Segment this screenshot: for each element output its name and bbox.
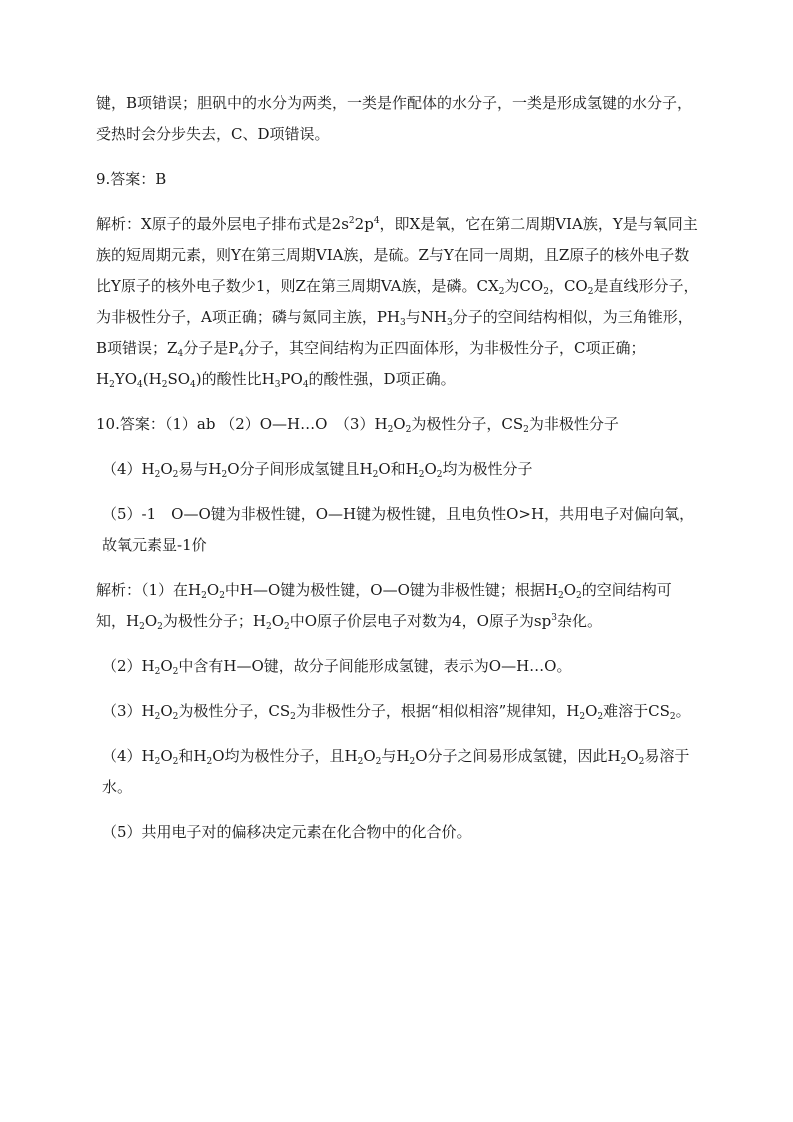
- subscript: 2: [154, 712, 161, 722]
- subscript: 4: [177, 349, 184, 359]
- subscript: 2: [387, 425, 394, 435]
- text: 易与H: [178, 460, 222, 478]
- subscript: 2: [154, 470, 161, 480]
- text: 为CO: [504, 277, 544, 295]
- subscript: 2: [436, 470, 443, 480]
- text: ，即X是氧，它在第二周期VIA族，Y是与氧同主族的短周期元素，则Y在第三周期VIA族，是硫。Z与Y在同一周期，且Z原子的核外电子数比Y原子的核外电子数少1，则Z在第三周期VA族，是磷。CX: [96, 215, 698, 295]
- text: （2）H: [102, 657, 155, 675]
- text: O分子之间易形成氢键，因此H: [415, 747, 621, 765]
- text: YO: [114, 370, 138, 388]
- subscript: 4: [190, 380, 196, 390]
- subscript: 4: [238, 349, 245, 359]
- subscript: 3: [400, 318, 406, 328]
- text: 的空间结构可知，H: [96, 581, 672, 630]
- text: 中含有H—O键，故分子间能形成氢键，表示为O—H…O。: [178, 657, 572, 675]
- text: O: [160, 702, 173, 720]
- q10-analysis-part2: [96, 651, 700, 682]
- q10-answer-part4: [96, 454, 700, 485]
- text: O: [206, 581, 220, 599]
- text: SO: [167, 370, 191, 388]
- text: ，CO: [548, 277, 588, 295]
- subscript: 2: [201, 591, 207, 601]
- q10-analysis-part4: [96, 741, 700, 803]
- subscript: 2: [523, 425, 529, 435]
- subscript: 2: [284, 622, 290, 632]
- text: O和H: [378, 460, 419, 478]
- subscript: 2: [357, 757, 364, 767]
- subscript: 2: [161, 380, 168, 390]
- text: O: [626, 747, 639, 765]
- subscript: 2: [157, 622, 163, 632]
- q10-answer-part5: （5）-1 O—O键为非极性键，O—H键为极性键，且电负性O>H，共用电子对偏向氧，故氧元素显-1价: [102, 505, 695, 554]
- subscript: 2: [290, 712, 296, 722]
- subscript: 2: [172, 667, 179, 677]
- subscript: 2: [597, 712, 604, 722]
- superscript: 4: [373, 216, 380, 226]
- text: 解析：X原子的最外层电子排布式是2s: [96, 215, 349, 233]
- subscript: 2: [498, 287, 505, 297]
- subscript: 4: [302, 380, 309, 390]
- subscript: 2: [154, 667, 161, 677]
- text: 与NH: [405, 308, 447, 326]
- text: O: [160, 460, 173, 478]
- subscript: 2: [221, 470, 228, 480]
- text: 是直线形分子，为非极性分子，A项正确；磷与氮同主族，PH: [96, 277, 699, 326]
- subscript: 2: [638, 757, 645, 767]
- q10-answer: [96, 409, 700, 440]
- subscript: 2: [219, 591, 225, 601]
- subscript: 2: [372, 470, 379, 480]
- text: 10.答案：（1）ab （2）O—H…O （3）H: [96, 415, 388, 433]
- text: O: [271, 612, 285, 630]
- subscript: 2: [557, 591, 564, 601]
- text: O: [563, 581, 577, 599]
- text: 解析：（1）在H: [96, 581, 202, 599]
- subscript: 2: [587, 287, 594, 297]
- text: 分子是P: [183, 339, 239, 357]
- subscript: 2: [576, 591, 582, 601]
- subscript: 2: [154, 757, 161, 767]
- text: O: [144, 612, 158, 630]
- superscript: 3: [551, 613, 557, 623]
- text: 为非极性分子: [528, 415, 619, 433]
- text: 和H: [178, 747, 207, 765]
- text: 为极性分子；H: [162, 612, 266, 630]
- text: )的酸性比H: [195, 370, 275, 388]
- text: 。: [675, 702, 691, 720]
- text: 为极性分子，CS: [178, 702, 291, 720]
- subscript: 2: [375, 757, 382, 767]
- text: 为非极性分子，根据“相似相溶”规律知，H: [295, 702, 580, 720]
- subscript: 2: [405, 425, 412, 435]
- text: PO: [280, 370, 303, 388]
- text: 2p: [354, 215, 374, 233]
- document-page: [96, 88, 700, 848]
- text: O: [363, 747, 376, 765]
- subscript: 2: [172, 712, 179, 722]
- subscript: 4: [137, 380, 143, 390]
- text: (H: [142, 370, 162, 388]
- text: 中H—O键为极性键，O—O键为非极性键；根据H: [224, 581, 558, 599]
- q10-analysis-part1: [96, 575, 700, 637]
- text: 分子的空间结构相似，为三角锥形，B项错误；Z: [96, 308, 693, 357]
- q10-analysis-part3: [96, 696, 700, 727]
- text: 分子，其空间结构为正四面体形，为非极性分子，C项正确；H: [96, 339, 646, 388]
- subscript: 2: [543, 287, 549, 297]
- q9-answer: 9.答案：B: [96, 170, 167, 188]
- subscript: 2: [579, 712, 586, 722]
- text: 为极性分子，CS: [411, 415, 524, 433]
- q10-analysis-part5: （5）共用电子对的偏移决定元素在化合物中的化合价。: [102, 823, 472, 841]
- text: 与H: [381, 747, 410, 765]
- text: （3）H: [102, 702, 155, 720]
- text: （4）H: [102, 460, 155, 478]
- subscript: 2: [409, 757, 416, 767]
- subscript: 2: [669, 712, 676, 722]
- subscript: 2: [109, 380, 115, 390]
- text: 均为极性分子: [442, 460, 533, 478]
- subscript: 2: [172, 757, 179, 767]
- subscript: 2: [139, 622, 145, 632]
- superscript: 2: [348, 216, 355, 226]
- text: 杂化。: [556, 612, 602, 630]
- text: O均为极性分子，且H: [212, 747, 358, 765]
- text: 的酸性强，D项正确。: [308, 370, 456, 388]
- text: 中O原子价层电子对数为4，O原子为sp: [289, 612, 552, 630]
- subscript: 3: [446, 318, 453, 328]
- paragraph-q8-continued: 键，B项错误；胆矾中的水分为两类，一类是作配体的水分子，一类是形成氢键的水分子，受热时会分步失去，C、D项错误。: [96, 94, 693, 143]
- subscript: 2: [418, 470, 425, 480]
- text: O: [424, 460, 437, 478]
- text: O: [160, 747, 173, 765]
- subscript: 2: [620, 757, 627, 767]
- text: O: [160, 657, 173, 675]
- text: （4）H: [102, 747, 155, 765]
- text: 难溶于CS: [603, 702, 670, 720]
- text: 易溶于水。: [102, 747, 690, 796]
- subscript: 2: [206, 757, 213, 767]
- subscript: 2: [172, 470, 179, 480]
- text: O: [393, 415, 406, 433]
- subscript: 3: [274, 380, 281, 390]
- text: O分子间形成氢键且H: [227, 460, 373, 478]
- q9-analysis: [96, 209, 700, 395]
- subscript: 2: [265, 622, 272, 632]
- text: O: [585, 702, 598, 720]
